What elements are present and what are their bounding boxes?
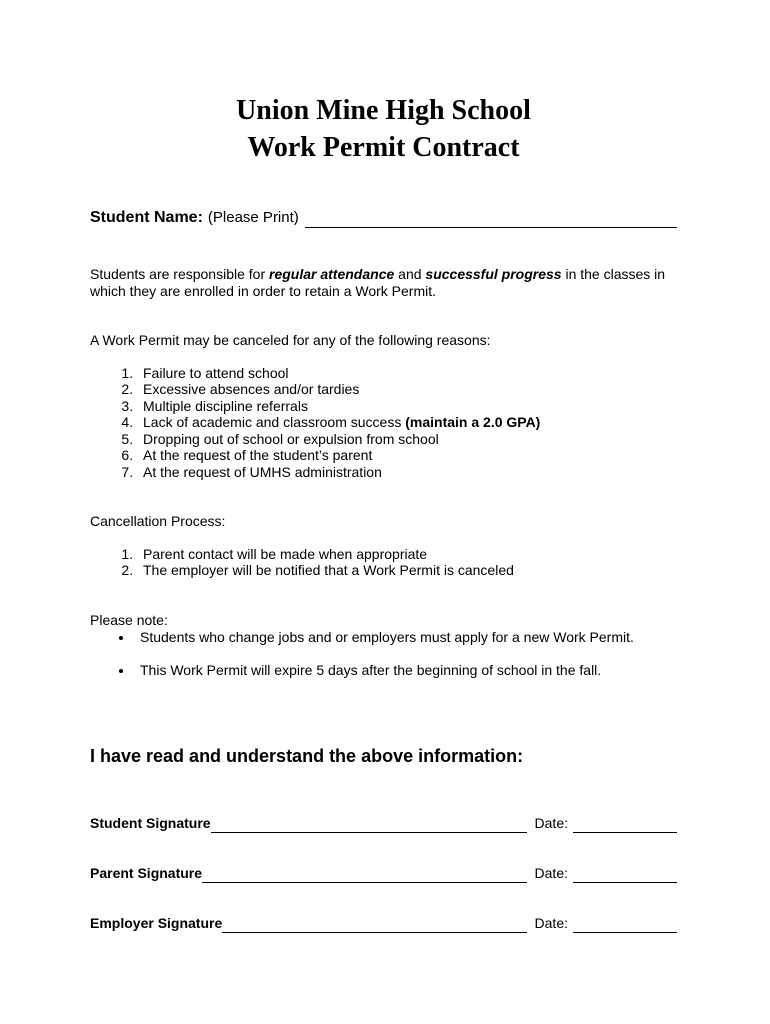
parent-date-label: Date: <box>534 864 568 881</box>
student-date-label: Date: <box>534 814 568 831</box>
cancellation-item-2: 2. The employer will be notified that a Work Permit is canceled <box>137 562 677 579</box>
student-name-row <box>90 208 677 228</box>
document-title <box>90 92 677 166</box>
reason-item-5: 5. Dropping out of school or expulsion from school <box>137 431 677 448</box>
reasons-list <box>90 365 677 481</box>
reason-item-4 <box>137 414 677 431</box>
notes-heading: Please note: <box>90 611 168 628</box>
intro-paragraph <box>90 266 677 299</box>
document-title-line2: Work Permit Contract <box>247 132 520 163</box>
parent-date-blank-line <box>573 863 677 883</box>
reason-item-4-bold: (maintain a 2.0 GPA) <box>405 414 541 430</box>
intro-emphasis-1: regular attendance <box>269 266 395 282</box>
employer-signature-row <box>90 913 677 933</box>
note-item-1: • Students who change jobs and or employers must apply for a new Work Permit. <box>134 629 677 646</box>
parent-signature-label: Parent Signature <box>90 864 203 881</box>
cancellation-item-1: 1. Parent contact will be made when appropriate <box>137 546 677 563</box>
reason-item-2: 2. Excessive absences and/or tardies <box>137 381 677 398</box>
employer-date-blank-line <box>573 913 677 933</box>
acknowledgement-heading: I have read and understand the above information: <box>90 745 524 766</box>
note-item-2: • This Work Permit will expire 5 days after the beginning of school in the fall. <box>134 662 677 679</box>
intro-text-3: in the classes in which they are enrolled in order to retain a Work Permit. <box>90 266 666 299</box>
reason-item-4-text: Lack of academic and classroom success <box>143 414 406 430</box>
student-name-label: Student Name: <box>90 209 203 226</box>
parent-signature-blank-line <box>202 863 527 883</box>
parent-signature-row <box>90 863 677 883</box>
intro-text-2: and <box>394 266 426 282</box>
employer-date-label: Date: <box>534 914 568 931</box>
reason-item-6: 6. At the request of the student’s parent <box>137 447 677 464</box>
reason-item-7: 7. At the request of UMHS administration <box>137 464 677 481</box>
notes-list <box>90 629 677 679</box>
intro-text-1: Students are responsible for <box>90 266 269 282</box>
cancellation-heading: Cancellation Process: <box>90 513 226 529</box>
reason-item-1: 1. Failure to attend school <box>137 365 677 382</box>
cancellation-list <box>90 546 677 579</box>
student-name-hint: (Please Print) <box>207 209 299 226</box>
student-signature-label: Student Signature <box>90 814 211 831</box>
student-signature-blank-line <box>211 813 527 833</box>
reasons-heading: A Work Permit may be canceled for any of the following reasons: <box>90 332 491 348</box>
intro-emphasis-2: successful progress <box>425 266 562 282</box>
reason-item-3: 3. Multiple discipline referrals <box>137 398 677 415</box>
student-signature-row <box>90 813 677 833</box>
employer-signature-label: Employer Signature <box>90 914 223 931</box>
student-date-blank-line <box>573 813 677 833</box>
employer-signature-blank-line <box>222 913 526 933</box>
document-title-line1: Union Mine High School <box>236 95 531 126</box>
student-name-blank-line <box>305 208 677 228</box>
